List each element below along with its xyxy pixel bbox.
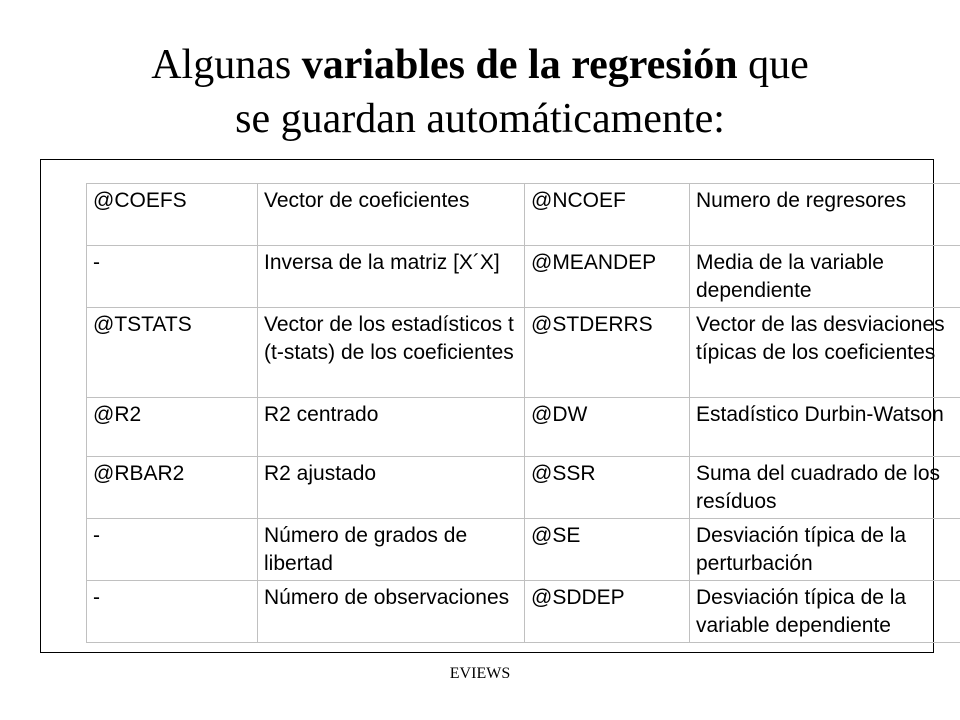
- table-row: [87, 308, 960, 398]
- variable-description-cell: Desviación típica de la variable dependiente: [690, 581, 960, 643]
- variable-description-cell: Estadístico Durbin-Watson: [690, 398, 960, 457]
- variable-description-cell: Número de grados de libertad: [258, 519, 525, 581]
- variable-description-cell: Suma del cuadrado de los resíduos: [690, 457, 960, 519]
- table-row: [87, 457, 960, 519]
- table-row: [87, 184, 960, 246]
- variable-name-cell: @R2: [87, 398, 258, 457]
- variable-name-cell: -: [87, 519, 258, 581]
- variable-name-cell: -: [87, 246, 258, 308]
- title-line1-pre: Algunas: [151, 42, 302, 88]
- variable-description-cell: R2 centrado: [258, 398, 525, 457]
- variable-description-cell: Vector de los estadísticos t (t-stats) de los coeficientes: [258, 308, 525, 398]
- variable-description-cell: R2 ajustado: [258, 457, 525, 519]
- variable-name-cell: @SDDEP: [525, 581, 690, 643]
- variables-table: [86, 183, 960, 643]
- variable-description-cell: Numero de regresores: [690, 184, 960, 246]
- table-row: [87, 581, 960, 643]
- variable-name-cell: -: [87, 581, 258, 643]
- variable-description-cell: Media de la variable dependiente: [690, 246, 960, 308]
- table-row: [87, 519, 960, 581]
- table-row: [87, 246, 960, 308]
- variable-description-cell: Vector de coeficientes: [258, 184, 525, 246]
- title-line1-bold: variables de la regresión: [301, 42, 738, 88]
- slide-title: [0, 38, 960, 146]
- variable-name-cell: @TSTATS: [87, 308, 258, 398]
- variable-name-cell: @NCOEF: [525, 184, 690, 246]
- variable-description-cell: Número de observaciones: [258, 581, 525, 643]
- variable-description-cell: Desviación típica de la perturbación: [690, 519, 960, 581]
- title-line2: se guardan automáticamente:: [235, 96, 725, 142]
- variable-name-cell: @SSR: [525, 457, 690, 519]
- variable-name-cell: @STDERRS: [525, 308, 690, 398]
- variable-name-cell: @COEFS: [87, 184, 258, 246]
- footer-label: EVIEWS: [449, 665, 511, 682]
- table-frame: [40, 159, 945, 653]
- variable-description-cell: Vector de las desviaciones típicas de los coeficientes: [690, 308, 960, 398]
- table-row: [87, 398, 960, 457]
- title-line1-post: que: [737, 42, 809, 88]
- variable-name-cell: @RBAR2: [87, 457, 258, 519]
- variable-name-cell: @DW: [525, 398, 690, 457]
- variable-name-cell: @SE: [525, 519, 690, 581]
- variable-name-cell: @MEANDEP: [525, 246, 690, 308]
- variable-description-cell: Inversa de la matriz [X´X]: [258, 246, 525, 308]
